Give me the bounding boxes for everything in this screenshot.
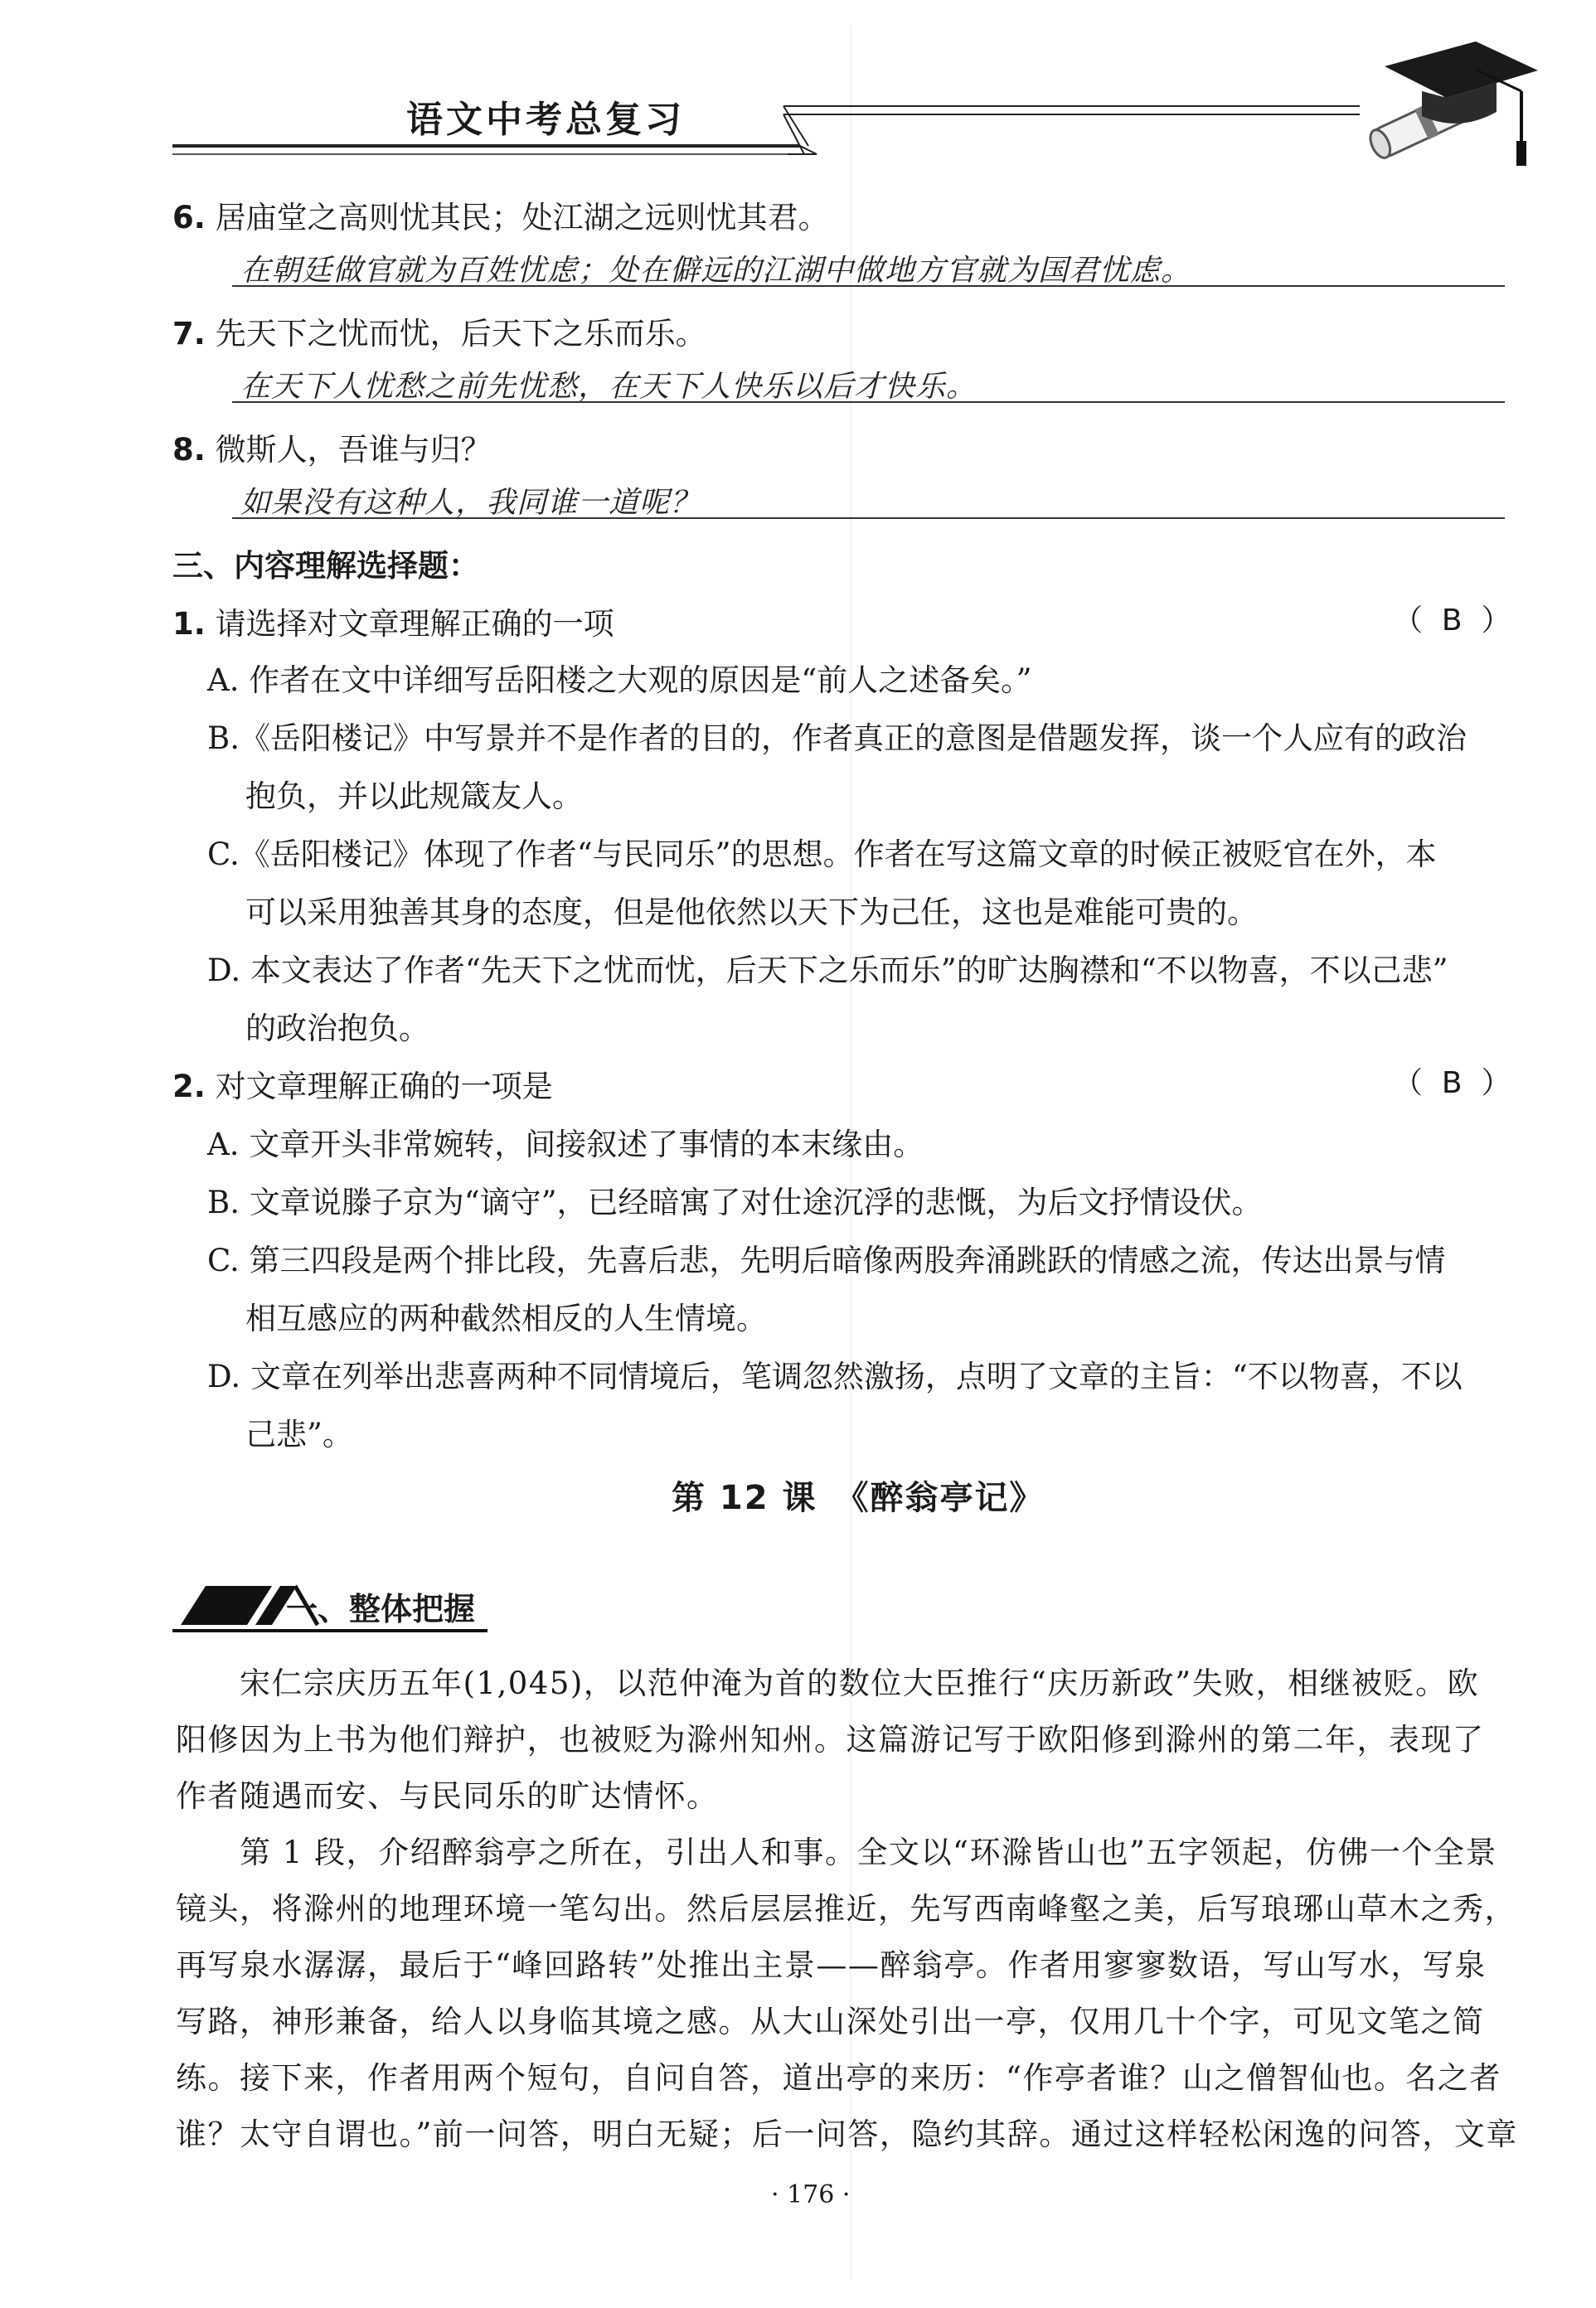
overview-heading: 一、整体把握 xyxy=(286,1591,476,1627)
mc-question-2-number: 2. xyxy=(172,1069,206,1104)
answer-6: 在朝廷做官就为百姓忧虑；处在僻远的江湖中做地方官就为国君忧虑。 xyxy=(240,254,1192,288)
question-8-number: 8. xyxy=(172,432,206,468)
lesson-title: 第 12 课 《醉翁亭记》 xyxy=(672,1479,1045,1517)
answer-7: 在天下人忧愁之前先忧愁，在天下人快乐以后才快乐。 xyxy=(240,370,977,404)
q1-option-a: A. 作者在文中详细写岳阳楼之大观的原因是“前人之述备矣。” xyxy=(207,662,1032,698)
q2-option-a: A. 文章开头非常婉转，间接叙述了事情的本末缘由。 xyxy=(207,1127,924,1162)
q1-option-b-cont: 抱负，并以此规箴友人。 xyxy=(245,778,583,814)
overview-line: 阳修因为上书为他们辩护，也被贬为滁州知州。这篇游记写于欧阳修到滁州的第二年，表现了 xyxy=(176,1722,1485,1758)
overview-line: 镜头，将滁州的地理环境一笔勾出。然后层层推近，先写西南峰壑之美，后写琅琊山草木之秀， xyxy=(176,1891,1516,1927)
header-title: 语文中考总复习 xyxy=(406,99,685,141)
overview-line: 作者随遇而安、与民同乐的旷达情怀。 xyxy=(176,1778,719,1814)
q1-option-b: B.《岳阳楼记》中写景并不是作者的目的，作者真正的意图是借题发挥，谈一个人应有的政治 xyxy=(207,720,1467,756)
page-number: · 176 · xyxy=(771,2180,851,2209)
overview-line: 宋仁宗庆历五年(1,045)，以范仲淹为首的数位大臣推行“庆历新政”失败，相继被贬。欧 xyxy=(176,1666,1480,1701)
mc-question-2-answer: （ B ） xyxy=(1393,1066,1511,1100)
answer-8: 如果没有这种人，我同谁一道呢？ xyxy=(240,486,701,520)
overview-line: 写路，神形兼备，给人以身临其境之感。从大山深处引出一亭，仅用几十个字，可见文笔之简 xyxy=(176,2004,1485,2039)
graduation-cap-icon xyxy=(1351,33,1542,174)
mc-question-2-stem: 对文章理解正确的一项是 xyxy=(215,1069,553,1104)
section-3-heading: 三、内容理解选择题： xyxy=(172,548,479,584)
question-6-number: 6. xyxy=(172,200,206,235)
q1-option-c: C.《岳阳楼记》体现了作者“与民同乐”的思想。作者在写这篇文章的时候正被贬官在外，本 xyxy=(207,836,1437,872)
answer-line xyxy=(232,517,1505,519)
overview-line: 谁？太守自谓也。”前一问答，明白无疑；后一问答，隐约其辞。通过这样轻松闲逸的问答，文章 xyxy=(176,2116,1518,2152)
question-6-text: 居庙堂之高则忧其民；处江湖之远则忧其君。 xyxy=(215,200,829,235)
q2-option-b: B. 文章说滕子京为“谪守”，已经暗寓了对仕途沉浮的悲慨，为后文抒情设伏。 xyxy=(207,1185,1263,1220)
mc-question-2 xyxy=(172,1061,553,1106)
q1-option-d-cont: 的政治抱负。 xyxy=(245,1011,429,1046)
answer-line xyxy=(232,285,1505,287)
mc-question-1-answer: （ B ） xyxy=(1393,604,1511,638)
question-7 xyxy=(172,308,706,353)
mc-question-1 xyxy=(172,599,614,643)
mc-question-1-stem: 请选择对文章理解正确的一项 xyxy=(215,606,614,642)
overview-line: 第 1 段，介绍醉翁亭之所在，引出人和事。全文以“环滁皆山也”五字领起，仿佛一个全景 xyxy=(176,1835,1497,1870)
q2-option-c: C. 第三四段是两个排比段，先喜后悲，先明后暗像两股奔涌跳跃的情感之流，传达出景与情 xyxy=(207,1243,1446,1278)
question-7-number: 7. xyxy=(172,316,206,352)
question-7-text: 先天下之忧而忧，后天下之乐而乐。 xyxy=(215,316,706,352)
mc-question-1-number: 1. xyxy=(172,606,206,642)
q2-option-c-cont: 相互感应的两种截然相反的人生情境。 xyxy=(245,1301,767,1336)
q2-option-d: D. 文章在列举出悲喜两种不同情境后，笔调忽然激扬，点明了文章的主旨：“不以物喜，不以 xyxy=(207,1359,1463,1394)
answer-line xyxy=(232,401,1505,403)
q1-option-c-cont: 可以采用独善其身的态度，但是他依然以天下为己任，这也是难能可贵的。 xyxy=(245,895,1258,930)
overview-line: 练。接下来，作者用两个短句，自问自答，道出亭的来历：“作亭者谁？山之僧智仙也。名之者 xyxy=(176,2060,1501,2096)
question-8-text: 微斯人，吾谁与归？ xyxy=(215,432,492,468)
overview-line: 再写泉水潺潺，最后于“峰回路转”处推出主景——醉翁亭。作者用寥寥数语，写山写水，写泉 xyxy=(176,1947,1487,1983)
question-8 xyxy=(172,424,492,469)
q1-option-d: D. 本文表达了作者“先天下之忧而忧，后天下之乐而乐”的旷达胸襟和“不以物喜，不以己悲” xyxy=(207,953,1448,988)
question-6 xyxy=(172,192,829,237)
q2-option-d-cont: 己悲”。 xyxy=(245,1417,353,1452)
